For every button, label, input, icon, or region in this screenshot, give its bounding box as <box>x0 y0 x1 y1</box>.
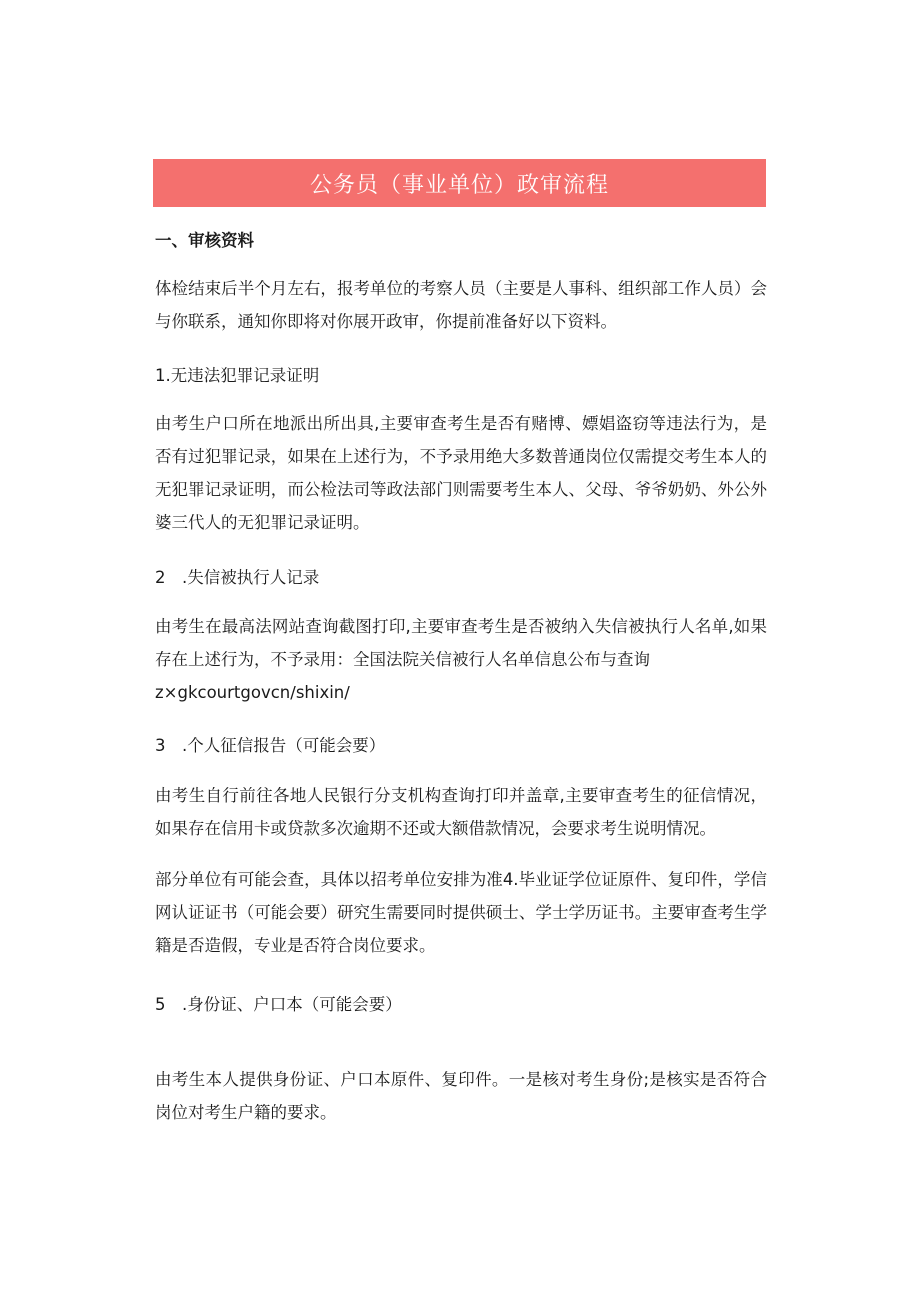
item2-body: 由考生在最高法网站查询截图打印,主要审查考生是否被纳入失信被执行人名单,如果存在上述行为，不予录用：全国法院关信被行人名单信息公布与查询 <box>155 617 767 669</box>
item5-heading: 5 .身份证、户口本（可能会要） <box>155 995 402 1014</box>
section-heading-review-materials: 一、审核资料 <box>155 231 254 250</box>
document-title: 公务员（事业单位）政审流程 <box>309 172 609 198</box>
intro-paragraph: 体检结束后半个月左右，报考单位的考察人员（主要是人事科、组织部工作人员）会与你联系，通知你即将对你展开政审，你提前准备好以下资料。 <box>155 279 767 331</box>
shixin-url-text: z×gkcourtgovcn∕shixin∕ <box>155 683 350 702</box>
item4-paragraph: 部分单位有可能会查，具体以招考单位安排为准4.毕业证学位证原件、复印件，学信网认证证书（可能会要）研究生需要同时提供硕士、学士学历证书。主要审查考生学籍是否造假，专业是否符合岗位要求。 <box>155 870 767 955</box>
item1-body: 由考生户口所在地派出所出具,主要审查考生是否有赌博、嫖娼盗窃等违法行为，是否有过犯罪记录，如果在上述行为，不予录用绝大多数普通岗位仅需提交考生本人的无犯罪记录证明，而公检法司等政法部门则需要考生本人、父母、爷爷奶奶、外公外婆三代人的无犯罪记录证明。 <box>155 414 767 532</box>
title-banner <box>153 159 766 207</box>
item2-body-container <box>155 610 767 709</box>
item5-body: 由考生本人提供身份证、户口本原件、复印件。一是核对考生身份;是核实是否符合岗位对考生户籍的要求。 <box>155 1070 767 1122</box>
item3-heading: 3 .个人征信报告（可能会要） <box>155 736 386 755</box>
item1-heading: 1.无违法犯罪记录证明 <box>155 366 320 385</box>
item2-heading: 2 .失信被执行人记录 <box>155 568 320 587</box>
item3-body: 由考生自行前往各地人民银行分支机构查询打印并盖章,主要审查考生的征信情况，如果存在信用卡或贷款多次逾期不还或大额借款情况，会要求考生说明情况。 <box>155 786 767 838</box>
